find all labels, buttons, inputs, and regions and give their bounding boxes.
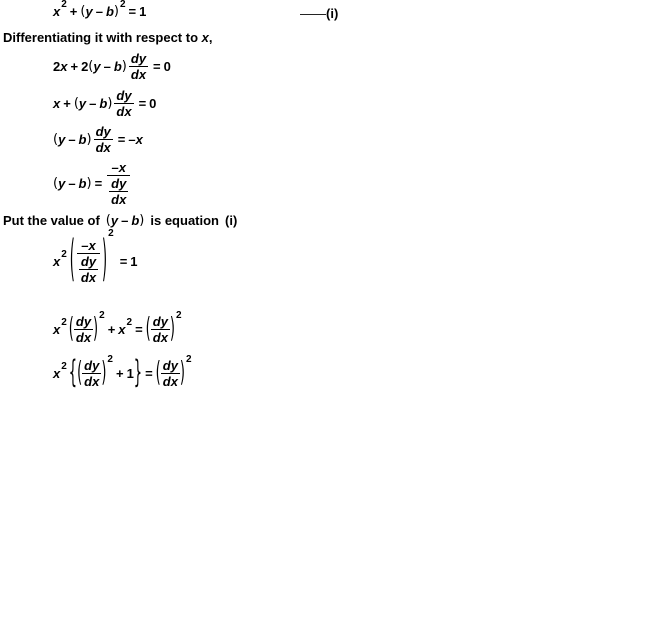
close-paren: ) <box>107 96 113 111</box>
fraction-dy-dx <box>109 176 128 207</box>
big-open-paren: ( <box>68 313 74 346</box>
diff-prefix: Differentiating it with respect to <box>3 30 199 45</box>
exponent: 2 <box>186 354 192 365</box>
var-y: y <box>58 176 66 191</box>
coef-two: 2 <box>81 59 89 74</box>
rhs-neg-x: –x <box>128 132 143 147</box>
exponent: 2 <box>61 0 67 10</box>
equals-sign: = <box>138 96 147 111</box>
label-dash: —— <box>300 6 326 21</box>
put-prefix: Put the value of <box>3 213 100 228</box>
plus-sign: + <box>63 96 71 111</box>
diff-var: x <box>201 30 209 45</box>
equation-step-6 <box>53 310 182 346</box>
fraction-dy-dx <box>161 358 180 389</box>
differentiating-text <box>3 30 213 45</box>
big-close-paren: ) <box>102 233 108 290</box>
fraction-denominator: dx <box>95 140 111 155</box>
equals-sign: = <box>119 254 128 269</box>
fraction-numerator: dy <box>111 176 127 191</box>
var-x: x <box>53 366 61 381</box>
equals-sign: = <box>153 59 161 74</box>
minus-sign: – <box>68 176 76 191</box>
var-y: y <box>58 132 66 147</box>
exponent: 2 <box>61 317 67 328</box>
fraction-numerator: dy <box>130 51 147 66</box>
var-b: b <box>105 4 114 19</box>
label-text: (i) <box>326 6 339 21</box>
big-close-paren: ) <box>179 357 185 390</box>
plus-sign: + <box>70 59 79 74</box>
one: 1 <box>126 366 134 381</box>
close-paren: ) <box>113 4 119 19</box>
fraction-numerator: –x <box>81 238 96 253</box>
equals-sign: = <box>128 4 137 19</box>
var-x: x <box>53 96 61 111</box>
fraction-numerator: dy <box>75 314 92 329</box>
rhs-one: 1 <box>130 254 138 269</box>
equals-sign: = <box>117 132 126 147</box>
fraction-dy-dx <box>114 88 133 119</box>
var-x: x <box>53 322 61 337</box>
var-y: y <box>110 213 119 228</box>
fraction-numerator: dy <box>162 358 178 373</box>
equation-step-5 <box>53 228 138 290</box>
var-x: x <box>118 322 126 337</box>
fraction-denominator: dx <box>84 374 100 389</box>
equation-step-2 <box>53 88 156 119</box>
exponent: 2 <box>119 0 126 10</box>
minus-sign: – <box>121 213 129 228</box>
fraction-dy-dx <box>151 314 170 345</box>
exponent: 2 <box>176 310 182 321</box>
exponent: 2 <box>99 310 105 321</box>
big-open-paren: ( <box>155 357 161 390</box>
open-paren: ( <box>105 213 111 228</box>
var-x: x <box>53 254 61 269</box>
rhs-zero: 0 <box>163 59 171 74</box>
equation-label-i <box>300 6 338 21</box>
fraction-denominator <box>107 175 130 207</box>
equation-i <box>53 0 147 19</box>
big-open-paren: ( <box>145 313 151 346</box>
var-b: b <box>78 132 87 147</box>
fraction-denominator: dx <box>111 192 127 207</box>
exponent: 2 <box>61 249 67 260</box>
fraction-denominator: dx <box>116 104 132 119</box>
fraction-numerator: dy <box>152 314 168 329</box>
open-paren: ( <box>53 176 59 191</box>
equation-step-3 <box>53 124 143 155</box>
big-open-paren: ( <box>69 233 75 290</box>
equals-sign: = <box>145 366 153 381</box>
put-label: (i) <box>225 213 238 228</box>
equals-sign: = <box>94 176 103 191</box>
exponent: 2 <box>61 361 67 372</box>
big-close-paren: ) <box>169 313 175 346</box>
equals-sign: = <box>135 322 143 337</box>
equation-step-7 <box>53 354 192 392</box>
fraction-numerator: –x <box>111 160 126 175</box>
var-y: y <box>85 4 93 19</box>
fraction-dy-dx <box>82 358 101 389</box>
fraction-denominator: dx <box>130 67 147 82</box>
fraction-denominator: dx <box>162 374 178 389</box>
minus-sign: – <box>103 59 111 74</box>
minus-sign: – <box>68 132 76 147</box>
open-paren: ( <box>80 4 86 19</box>
open-paren: ( <box>73 96 79 111</box>
big-close-paren: ) <box>93 313 99 346</box>
big-open-brace: { <box>68 355 78 392</box>
fraction-numerator: dy <box>84 358 100 373</box>
fraction-dy-dx <box>74 314 93 345</box>
plus-sign: + <box>107 322 116 337</box>
rhs-zero: 0 <box>149 96 157 111</box>
minus-sign: – <box>89 96 97 111</box>
close-paren: ) <box>139 213 145 228</box>
var-x: x <box>53 4 61 19</box>
fraction-dy-dx <box>94 124 113 155</box>
equation-step-4 <box>53 160 132 207</box>
put-suffix: is equation <box>150 213 219 228</box>
put-value-text <box>3 213 237 228</box>
exponent: 2 <box>108 228 114 239</box>
plus-sign: + <box>115 366 124 381</box>
big-open-paren: ( <box>77 357 83 390</box>
var-y: y <box>93 59 101 74</box>
diff-suffix: , <box>208 30 213 45</box>
var-b: b <box>131 213 140 228</box>
coef-two: 2 <box>53 59 61 74</box>
big-close-paren: ) <box>101 357 107 390</box>
fraction-numerator: dy <box>116 88 132 103</box>
fraction-numerator: dy <box>95 124 111 139</box>
exponent: 2 <box>107 354 113 365</box>
minus-sign: – <box>95 4 103 19</box>
rhs-one: 1 <box>139 4 147 19</box>
close-paren: ) <box>86 132 92 147</box>
fraction-neg-x-over-derivative <box>107 160 130 207</box>
fraction-dy-dx <box>129 51 148 82</box>
equation-step-1 <box>53 51 171 82</box>
fraction-denominator: dx <box>80 270 97 285</box>
var-b: b <box>78 176 87 191</box>
var-b: b <box>99 96 108 111</box>
var-y: y <box>78 96 87 111</box>
open-paren: ( <box>88 59 94 74</box>
fraction-denominator <box>77 253 100 285</box>
fraction-denominator: dx <box>152 330 168 345</box>
open-paren: ( <box>53 132 59 147</box>
close-paren: ) <box>86 176 92 191</box>
fraction-neg-x-over-derivative <box>77 238 100 285</box>
close-paren: ) <box>121 59 127 74</box>
plus-sign: + <box>69 4 78 19</box>
var-b: b <box>113 59 122 74</box>
fraction-denominator: dx <box>75 330 92 345</box>
var-x: x <box>60 59 68 74</box>
big-close-brace: } <box>133 355 143 392</box>
fraction-dy-dx <box>79 254 98 285</box>
exponent: 2 <box>126 317 133 328</box>
fraction-numerator: dy <box>80 254 97 269</box>
